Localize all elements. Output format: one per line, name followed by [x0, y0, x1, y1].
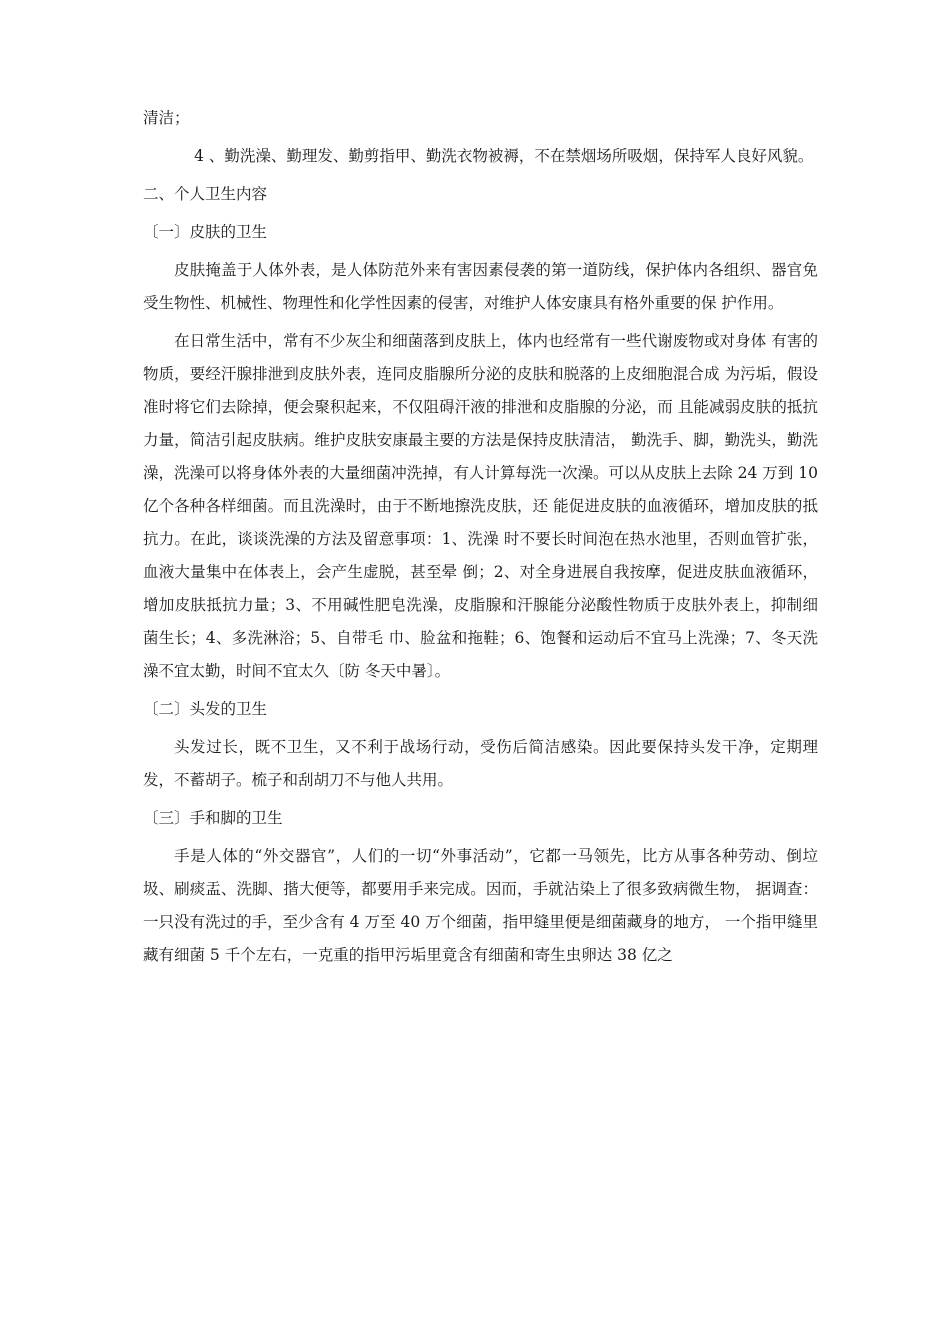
subsection-heading-skin: 〔一〕皮肤的卫生: [143, 223, 268, 241]
paragraph-skin-intro: 皮肤掩盖于人体外表，是人体防范外来有害因素侵袭的第一道防线，保护体内各组织、器官免受生物性、机械性、物理性和化学性因素的侵害，对维护人体安康具有格外重要的保 护作用。: [143, 261, 818, 312]
paragraph-hair: 头发过长，既不卫生，又不利于战场行动，受伤后简洁感染。因此要保持头发干净，定期理发，不蓄胡子。梳子和刮胡刀不与他人共用。: [143, 738, 818, 789]
list-item-4: 4 、勤洗澡、勤理发、勤剪指甲、勤洗衣物被褥，不在禁烟场所吸烟，保持军人良好风貌。: [194, 147, 814, 165]
document-body: [143, 102, 818, 977]
paragraph-skin-care: 在日常生活中，常有不少灰尘和细菌落到皮肤上，体内也经常有一些代谢废物或对身体 有害的物质，要经汗腺排泄到皮肤外表，连同皮脂腺所分泌的皮肤和脱落的上皮细胞混合成 为污垢，假设准时将它们去除掉，便会聚积起来，不仅阻碍汗液的排泄和皮脂腺的分泌，而 且能减弱皮肤的抵抗力量，简洁引起皮肤病。维护皮肤安康最主要的方法是保持皮肤清洁， 勤洗手、脚，勤洗头，勤洗澡，洗澡可以将身体外表的大量细菌冲洗掉，有人计算每洗一次澡。可以从皮肤上去除 24 万到 10 亿个各种各样细菌。而且洗澡时，由于不断地擦洗皮肤，还 能促进皮肤的血液循环，增加皮肤的抵抗力。在此，谈谈洗澡的方法及留意事项：1、洗澡 时不要长时间泡在热水池里，否则血管扩张，血液大量集中在体表上，会产生虚脱，甚至晕 倒；2、对全身进展自我按摩，促进皮肤血液循环，增加皮肤抵抗力量；3、不用碱性肥皂洗澡，皮脂腺和汗腺能分泌酸性物质于皮肤外表上，抑制细菌生长；4、多洗淋浴；5、自带毛 巾、脸盆和拖鞋；6、饱餐和运动后不宜马上洗澡；7、冬天洗澡不宜太勤，时间不宜太久〔防 冬天中暑〕。: [143, 332, 818, 680]
paragraph-continuation: 清洁；: [143, 109, 190, 127]
paragraph-hands: 手是人体的“外交器官”，人们的一切“外事活动”，它都一马领先，比方从事各种劳动、倒垃圾、刷痰盂、洗脚、揩大便等，都要用手来完成。因而，手就沾染上了很多致病微生物， 据调查：一只没有洗过的手，至少含有 4 万至 40 万个细菌，指甲缝里便是细菌藏身的地方， 一个指甲缝里藏有细菌 5 千个左右，一克重的指甲污垢里竟含有细菌和寄生虫卵达 38 亿之: [143, 847, 818, 964]
subsection-heading-hair: 〔二〕头发的卫生: [143, 700, 268, 718]
subsection-heading-hands-feet: 〔三〕手和脚的卫生: [143, 809, 283, 827]
section-heading-personal-hygiene: 二、个人卫生内容: [143, 185, 268, 203]
